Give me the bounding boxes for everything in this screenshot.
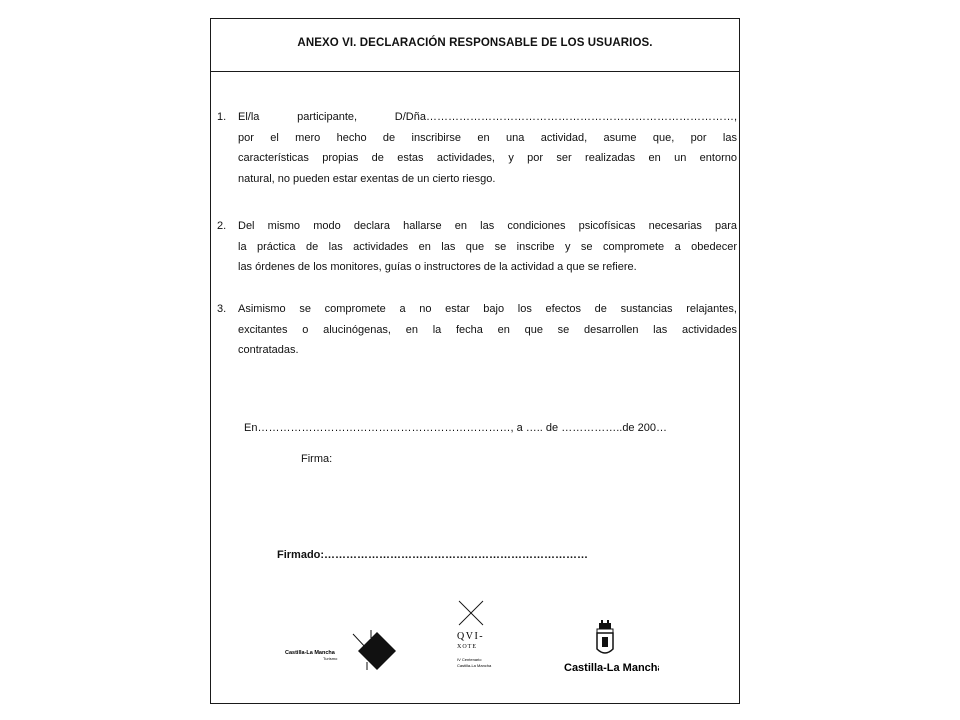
quijote-logo-line3: IV Centenario [457, 657, 482, 662]
clause-number: 2. [217, 220, 227, 232]
document-page [210, 18, 740, 704]
castilla-la-mancha-logo [559, 619, 659, 679]
place-date-line: En……………………………………………………………, a ….. de ……………..de 200… [244, 422, 667, 434]
quijote-logo-line4: Castilla-La Mancha [457, 663, 492, 668]
firmado-line: Firmado:……………………………………………………………… [277, 549, 589, 561]
clause-number: 3. [217, 303, 227, 315]
quijote-logo-line2: XOTE [457, 644, 477, 650]
coat-of-arms-icon [597, 620, 613, 653]
clause-number: 1. [217, 111, 227, 123]
clause-line: Del mismo modo declara hallarse en las condiciones psicofísicas necesarias para [238, 220, 737, 232]
clause-line: Asimismo se compromete a no estar bajo los efectos de sustancias relajantes, [238, 303, 737, 315]
turismo-logo [283, 624, 413, 674]
clause-3 [217, 299, 737, 361]
clause-line: la práctica de las actividades en las que se inscribe y se compromete a obedecer [238, 240, 737, 253]
clause-line: por el mero hecho de inscribirse en una actividad, asume que, por las [238, 131, 737, 144]
quijote-logo-line1: QVI- [457, 631, 485, 642]
title-box [211, 19, 739, 72]
quijote-centenario-logo [447, 599, 517, 679]
document-title: ANEXO VI. DECLARACIÓN RESPONSABLE DE LOS USUARIOS. [297, 37, 653, 49]
clause-line: características propias de estas actividades, y por ser realizadas en un entorno [238, 152, 737, 164]
clause-line: excitantes o alucinógenas, en la fecha en que se desarrollen las actividades [238, 323, 737, 336]
clause-line: las órdenes de los monitores, guías o instructores de la actividad a que se refiere. [238, 261, 637, 273]
clause-line: contratadas. [238, 344, 299, 356]
clause-line: natural, no pueden estar exentas de un cierto riesgo. [238, 172, 496, 185]
clm-logo-text: Castilla-La Mancha [564, 662, 659, 674]
firma-label: Firma: [301, 453, 333, 465]
clause-line: El/la participante, D/Dña…………………………………………………………………………, [238, 111, 737, 123]
clause-1 [217, 107, 737, 189]
turismo-logo-text: Castilla-La Mancha [285, 650, 335, 656]
turismo-logo-sub: Turismo [323, 656, 338, 661]
clause-2 [217, 216, 737, 278]
